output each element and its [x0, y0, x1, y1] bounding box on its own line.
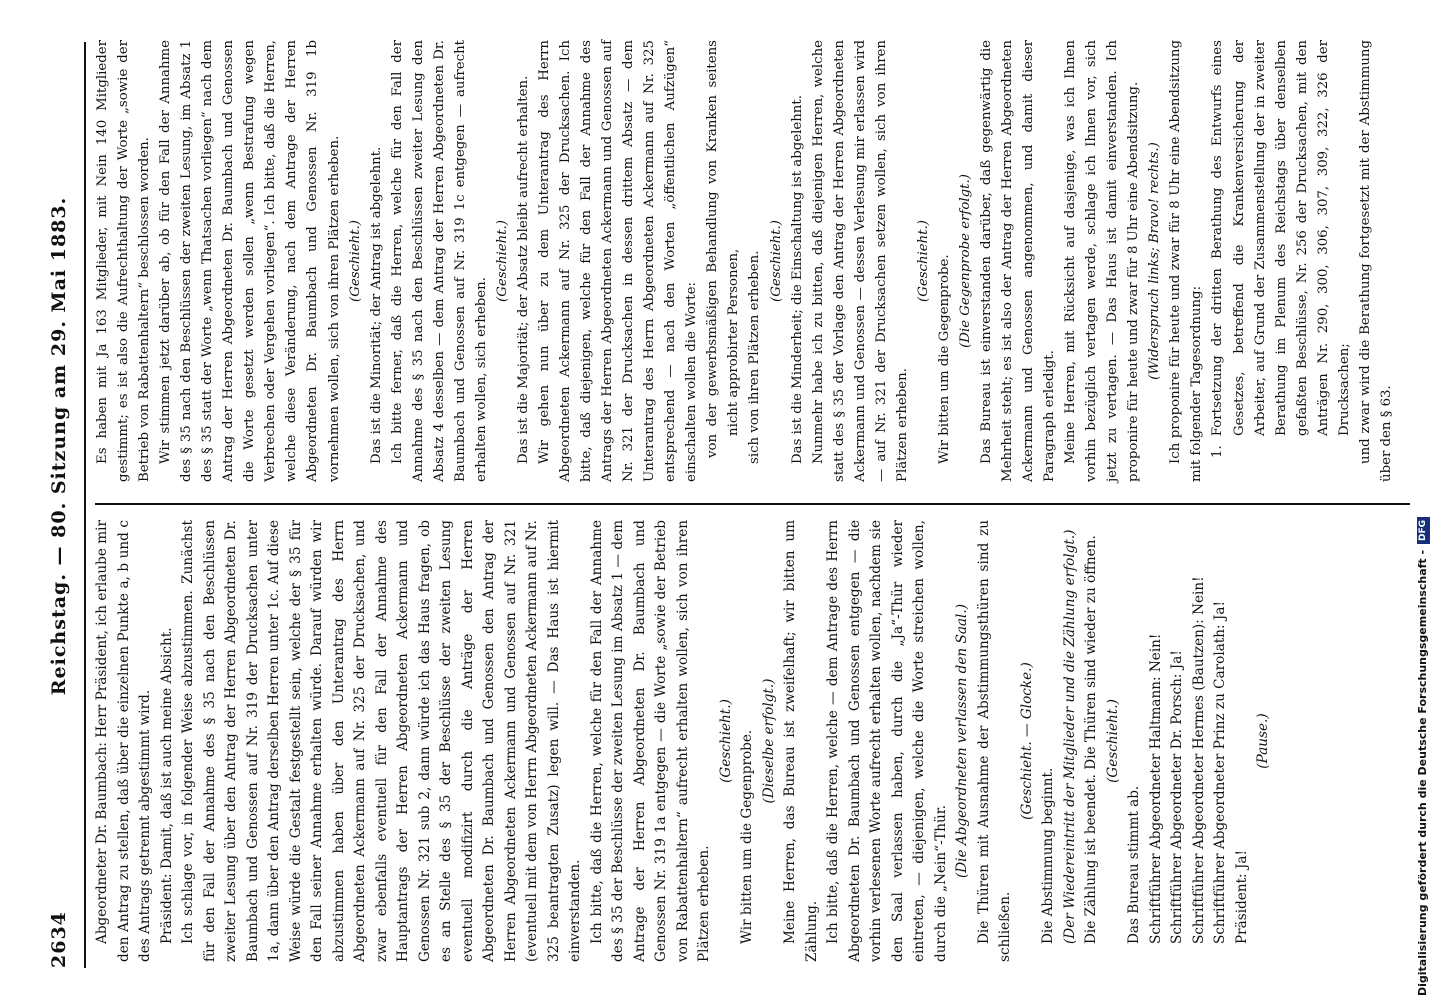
paragraph: (Geschieht.) — [1104, 699, 1121, 783]
paragraph: (Die Abgeordneten verlassen den Saal.) — [954, 604, 970, 879]
paragraph: (Geschieht.) — [768, 220, 784, 302]
paragraph: Wir gehen nun über zu dem Unterantrag des Herrn Abgeordneten Ackermann auf Nr. 325 der Drucksachen. Ich bitte, daß diejenigen, welche für den Fall der Annahme des Antrags der Herren Abgeordneten Ackermann und Genossen auf Nr. 321 der Drucksachen in dessen drittem Absatz — dem Unterantrag des Herrn Abgeordneten Ackermann auf Nr. 325 entsprechend — nach den Worten „öffentlichen Aufzügen“ einschalten wollen die Worte: — [536, 40, 700, 482]
dfg-logo: DFG — [1417, 517, 1430, 544]
digitization-credit — [1413, 0, 1432, 1000]
paragraph: Wir bitten um die Gegenprobe. — [739, 729, 755, 944]
paragraph: (Pause.) — [1255, 713, 1271, 769]
paragraph: (Geschieht.) — [347, 220, 363, 302]
column-divider — [95, 503, 1410, 505]
paragraph: (Geschieht.) — [494, 220, 510, 302]
paragraph: Das ist die Majorität; der Absatz bleibt aufrecht erhalten. — [515, 75, 531, 464]
left-column — [92, 520, 1275, 962]
paragraph: Schriftführer Abgeordneter Hermes (Bautzen): Nein! — [1190, 576, 1207, 944]
paragraph: Das ist die Minorität; der Antrag ist abgelehnt. — [368, 146, 384, 464]
paragraph: Schriftführer Abgeordneter Haltmann: Nein! — [1147, 633, 1164, 944]
paragraph: Das Bureau ist einverstanden darüber, daß gegenwärtig die Mehrheit steht; es ist also der Antrag der Herren Abgeordneten Ackermann und Genossen angenommen, und damit dieser Paragraph erledigt. — [978, 40, 1058, 482]
paragraph: Schriftführer Abgeordneter Dr. Porsch: Ja! — [1169, 650, 1185, 944]
paragraph: Ich schlage vor, in folgender Weise abzustimmen. Zunächst für den Fall der Annahme des § 35 nach den Beschlüssen zweiter Lesung über den Antrag der Herren Abgeordneten Dr. Baumbach und Genossen auf Nr. 319 der Drucksachen unter 1a, dann über den Antrag derselben Herren unter 1c. Auf diese Weise würde die Gestalt festgestellt sein, welche der § 35 für den Fall seiner Annahme erhalten würde. Darauf würden wir abzustimmen haben über den Unterantrag des Herrn Abgeordneten Ackermann auf Nr. 325 der Drucksachen, und zwar ebenfalls eventuell für den Fall der Annahme des Hauptantrags der Herren Abgeordneten Ackermann und Genossen Nr. 321 sub 2, dann würde ich das Haus fragen, ob es an Stelle des § 35 der Beschlüsse der zweiten Lesung eventuell modifizirt durch die Anträge der Herren Abgeordneten Dr. Baumbach und Genossen den Antrag der Herren Abgeordneten Ackermann und Genossen auf Nr. 321 (eventuell mit dem von Herrn Abgeordneten Ackermann auf Nr. 325 beantragten Zusatz) legen will. — Das Haus ist hiermit einverstanden. — [180, 520, 583, 962]
header-rule — [84, 42, 86, 968]
paragraph: Das Bureau stimmt ab. — [1126, 785, 1142, 944]
paragraph: Präsident: Ja! — [1233, 850, 1250, 944]
paragraph: und zwar wird die Berathung fortgesetzt mit der Abstimmung über den § 63. — [1357, 40, 1394, 482]
paragraph: (Geschieht.) — [915, 220, 931, 302]
page-header — [40, 42, 88, 968]
paragraph: (Die Gegenprobe erfolgt.) — [957, 174, 973, 348]
running-title: Reichstag. — 80. Sitzung am 29. Mai 1883. — [48, 196, 70, 696]
paragraph: sich von ihren Plätzen erheben. — [747, 250, 763, 464]
paragraph: Die Abstimmung beginnt. — [1040, 767, 1056, 944]
credit-text: Digitalisierung gefördert durch die Deutsche Forschungsgemeinschaft - — [1416, 549, 1429, 996]
paragraph: 1. Fortsetzung der dritten Berathung des Entwurfs eines Gesetzes, betreffend die Krankenversicherung der Arbeiter, auf Grund der Zusammenstellung der in zweiter Berathung im Plenum des Reichstags über denselben gefaßten Beschlüsse, Nr. 256 der Drucksachen, mit den Anträgen Nr. 290, 300, 306, 307, 309, 322, 326 der Drucksachen; — [1210, 40, 1352, 458]
paragraph: Meine Herren, mit Rücksicht auf dasjenige, was ich Ihnen vorhin bezüglich vertagen werde, schlage ich Ihnen vor, sich jetzt zu vertagen. — Das Haus ist damit einverstanden. Ich proponire für heute und zwar für 8 Uhr eine Abendsitzung. — [1063, 40, 1142, 482]
paragraph: (Der Wiedereintritt der Mitglieder und die Zählung erfolgt.) — [1061, 529, 1078, 944]
paragraph: Präsident: Damit, daß ist auch meine Absicht. — [158, 627, 175, 944]
paragraph: Ich bitte ferner, daß die Herren, welche für den Fall der Annahme des § 35 nach den Beschlüssen zweiter Lesung den Absatz 4 desselben — dem Antrag der Herren Abgeordneten Dr. Baumbach und Genossen auf Nr. 319 1c entgegen — aufrecht erhalten wollen, sich erheben. — [389, 40, 489, 482]
right-column — [92, 40, 1397, 482]
paragraph: (Geschieht.) — [717, 699, 734, 783]
paragraph: Ich proponire für heute und zwar für 8 Uhr eine Abendsitzung mit folgender Tagesordnung: — [1168, 40, 1205, 482]
paragraph: Nunmehr habe ich zu bitten, daß diejenigen Herren, welche statt des § 35 der Vorlage den Antrag der Herren Abgeordneten Ackermann und Genossen — dessen Verlesung mir erlassen wird — auf Nr. 321 der Drucksachen setzen wollen, sich von ihren Plätzen erheben. — [810, 40, 910, 482]
paragraph: Die Zählung ist beendet. Die Thüren sind wieder zu öffnen. — [1083, 535, 1099, 944]
paragraph: Wir stimmen jetzt darüber ab, ob für den Fall der Annahme des § 35 nach den Beschlüssen der zweiten Lesung, im Absatz 1 des § 35 statt der Worte „wenn Thatsachen vorliegen“ nach dem Antrag der Herren Abgeordneten Dr. Baumbach und Genossen die Worte gesetzt werden sollen „wenn Bestrafung wegen Verbrechen oder Vergehen vorliegen“. Ich bitte, daß die Herren, welche diese Veränderung, nach dem Antrage der Herren Abgeordneten Dr. Baumbach und Genossen Nr. 319 1b vornehmen wollen, sich von ihren Plätzen erheben. — [158, 40, 342, 482]
paragraph: Abgeordneter Dr. Baumbach: Herr Präsident, ich erlaube mir den Antrag zu stellen, daß über die einzelnen Punkte a, b und c des Antrags getrennt abgestimmt wird. — [94, 520, 153, 962]
paragraph: Schriftführer Abgeordneter Prinz zu Carolath: Ja! — [1212, 601, 1228, 944]
paragraph: (Dieselbe erfolgt.) — [760, 678, 777, 804]
paragraph: (Geschieht. — Glocke.) — [1018, 662, 1035, 820]
page-number: 2634 — [48, 911, 70, 968]
paragraph: Ich bitte, daß die Herren, welche für den Fall der Annahme des § 35 der Beschlüsse der zweiten Lesung im Absatz 1 — dem Antrage der Herren Abgeordneten Dr. Baumbach und Genossen Nr. 319 1a entgegen — die Worte „sowie der Betrieb von Rabattenhaltern“ aufrecht erhalten wollen, sich von ihren Plätzen erheben. — [588, 520, 712, 962]
paragraph: Meine Herren, das Bureau ist zweifelhaft; wir bitten um Zählung. — [782, 520, 820, 962]
paragraph: Das ist die Minderheit; die Einschaltung ist abgelehnt. — [789, 95, 805, 464]
paragraph: von der gewerbsmäßigen Behandlung von Kranken seitens nicht approbirter Personen, — [705, 40, 742, 458]
paragraph: Wir bitten um die Gegenprobe. — [936, 254, 952, 464]
paragraph: Es haben mit Ja 163 Mitglieder, mit Nein 140 Mitglieder gestimmt; es ist also die Aufrechthaltung der Worte „sowie der Betrieb von Rabattenhaltern“ beschlossen worden. — [95, 40, 153, 482]
paragraph: (Widerspruch links; Bravo! rechts.) — [1147, 142, 1163, 380]
paragraph: Ich bitte, daß die Herren, welche — dem Antrage des Herrn Abgeordneten Dr. Baumbach und Genossen entgegen — die vorhin verlesenen Worte aufrecht erhalten wollen, nachdem sie den Saal verlassen haben, durch die „Ja“-Thür wieder eintreten, — diejenigen, welche die Worte streichen wollen, durch die „Nein“-Thür. — [825, 520, 949, 962]
paragraph: Die Thüren mit Ausnahme der Abstimmungsthüren sind zu schließen. — [975, 520, 1013, 962]
